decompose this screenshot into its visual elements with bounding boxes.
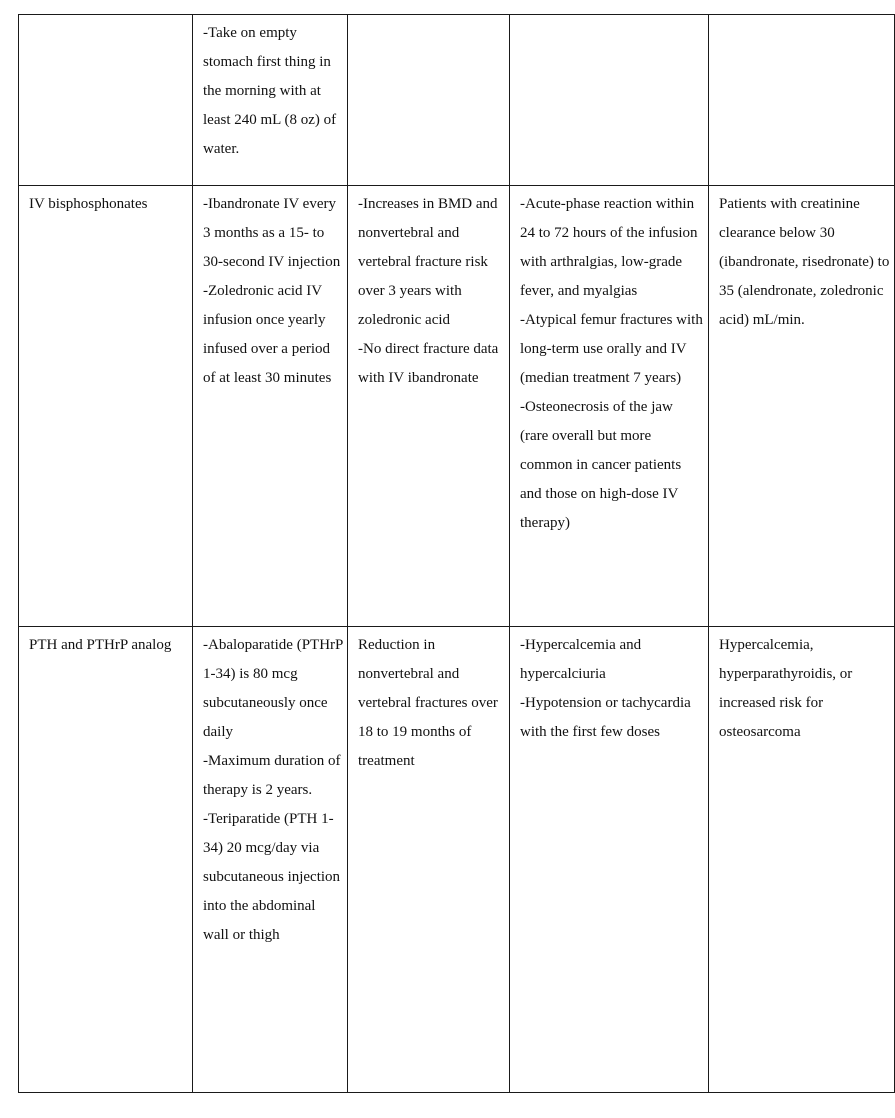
adverse-effect-line: -Atypical femur fractures with long-term use orally and IV (median treatment 7 years) (520, 312, 703, 386)
dosing-line: -Ibandronate IV every 3 months as a 15- to 30-second IV injection (203, 196, 341, 270)
drug-class-cell: PTH and PTHrP analog (19, 627, 193, 1093)
efficacy-cell (348, 186, 510, 627)
adverse-effects-cell (510, 627, 709, 1093)
dosing-cell (193, 627, 348, 1093)
efficacy-cell: Reduction in nonvertebral and vertebral fractures over 18 to 19 months of treatment (348, 627, 510, 1093)
dosing-line: -Maximum duration of therapy is 2 years. (203, 753, 341, 798)
dosing-cell: -Take on empty stomach first thing in the morning with at least 240 mL (8 oz) of water. (193, 15, 348, 186)
adverse-effects-cell (510, 186, 709, 627)
efficacy-cell (348, 15, 510, 186)
adverse-effects-cell (510, 15, 709, 186)
contraindications-cell: Hypercalcemia, hyperparathyroidis, or increased risk for osteosarcoma (709, 627, 895, 1093)
adverse-effect-line: -Hypotension or tachycardia with the first few doses (520, 695, 691, 740)
table-row (19, 186, 895, 627)
adverse-effect-line: -Acute-phase reaction within 24 to 72 hours of the infusion with arthralgias, low-grade fever, and myalgias (520, 196, 698, 299)
drug-comparison-table (18, 14, 895, 1093)
contraindications-cell (709, 15, 895, 186)
dosing-line: -Teriparatide (PTH 1-34) 20 mcg/day via subcutaneous injection into the abdominal wall or thigh (203, 811, 341, 943)
drug-class-cell: IV bisphosphonates (19, 186, 193, 627)
dosing-line: -Abaloparatide (PTHrP 1-34) is 80 mcg subcutaneously once daily (203, 637, 343, 740)
drug-class-cell (19, 15, 193, 186)
table-row (19, 627, 895, 1093)
efficacy-line: -Increases in BMD and nonvertebral and vertebral fracture risk over 3 years with zoledronic acid (358, 196, 498, 328)
dosing-cell (193, 186, 348, 627)
adverse-effect-line: -Hypercalcemia and hypercalciuria (520, 637, 642, 682)
dosing-line: -Zoledronic acid IV infusion once yearly infused over a period of at least 30 minutes (203, 283, 332, 386)
contraindications-cell: Patients with creatinine clearance below 30 (ibandronate, risedronate) to 35 (alendronate, zoledronic acid) mL/min. (709, 186, 895, 627)
adverse-effect-line: -Osteonecrosis of the jaw (rare overall but more common in cancer patients and those on high-dose IV therapy) (520, 399, 682, 531)
table-row (19, 15, 895, 186)
efficacy-line: -No direct fracture data with IV ibandronate (358, 341, 499, 386)
